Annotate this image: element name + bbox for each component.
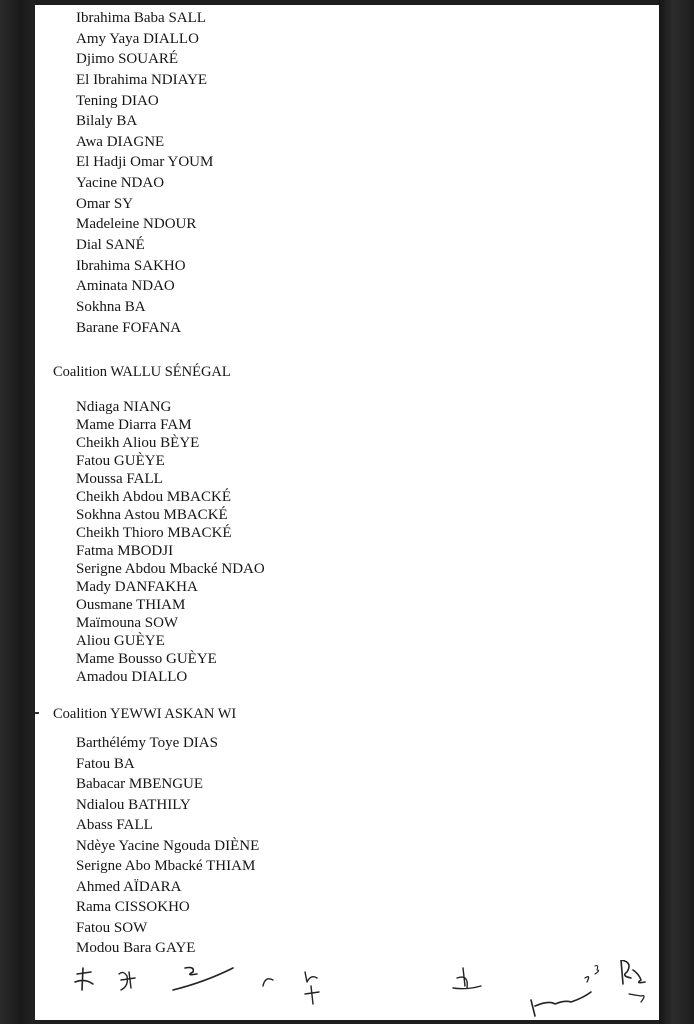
list-item: Barthélémy Toye DIAS xyxy=(76,735,218,751)
margin-mark xyxy=(35,712,39,714)
list-item: Mame Diarra FAM xyxy=(76,417,192,433)
list-item: Sokhna BA xyxy=(76,299,146,315)
list-item: Madeleine NDOUR xyxy=(76,216,197,232)
list-item: Ahmed AÏDARA xyxy=(76,879,182,895)
list-item: Amy Yaya DIALLO xyxy=(76,31,199,47)
list-item: Ibrahima Baba SALL xyxy=(76,10,206,26)
list-item: Babacar MBENGUE xyxy=(76,776,204,792)
list-item: Maïmouna SOW xyxy=(76,615,179,631)
list-item: Awa DIAGNE xyxy=(76,134,165,150)
list-item: Fatou SOW xyxy=(76,920,148,936)
list-item: Yacine NDAO xyxy=(76,175,165,191)
list-item: Fatou GUÈYE xyxy=(76,453,165,469)
list-item: Serigne Abdou Mbacké NDAO xyxy=(76,561,265,577)
section-heading-yewwi: Coalition YEWWI ASKAN WI xyxy=(53,706,237,722)
list-item: Ibrahima SAKHO xyxy=(76,258,186,274)
list-item: El Hadji Omar YOUM xyxy=(76,154,214,170)
list-item: Fatou BA xyxy=(76,756,135,772)
list-item: Tening DIAO xyxy=(76,93,159,109)
list-item: Amadou DIALLO xyxy=(76,669,188,685)
list-item: Mame Bousso GUÈYE xyxy=(76,651,217,667)
list-item: Mady DANFAKHA xyxy=(76,579,198,595)
scan-border-right xyxy=(659,0,694,1024)
list-item: Barane FOFANA xyxy=(76,320,182,336)
list-item: Fatma MBODJI xyxy=(76,543,174,559)
list-item: Abass FALL xyxy=(76,817,153,833)
list-item: Serigne Abo Mbacké THIAM xyxy=(76,858,256,874)
list-item: Ndialou BATHILY xyxy=(76,797,191,813)
list-item: Cheikh Thioro MBACKÉ xyxy=(76,525,232,541)
document-page xyxy=(35,5,659,1020)
list-item: Aminata NDAO xyxy=(76,278,175,294)
list-item: Rama CISSOKHO xyxy=(76,899,190,915)
list-item: Ndèye Yacine Ngouda DIÈNE xyxy=(76,838,260,854)
list-item: Modou Bara GAYE xyxy=(76,940,196,956)
list-item: Omar SY xyxy=(76,196,134,212)
handwritten-initials-drawing xyxy=(35,960,659,1020)
signature-row xyxy=(35,960,659,1020)
scan-border-left xyxy=(0,0,35,1024)
list-item: Ndiaga NIANG xyxy=(76,399,172,415)
list-item: Bilaly BA xyxy=(76,113,138,129)
list-item: Dial SANÉ xyxy=(76,237,145,253)
section-heading-wallu: Coalition WALLU SÉNÉGAL xyxy=(53,364,231,380)
list-item: Sokhna Astou MBACKÉ xyxy=(76,507,228,523)
list-item: Cheikh Aliou BÈYE xyxy=(76,435,200,451)
list-item: Ousmane THIAM xyxy=(76,597,186,613)
list-item: Aliou GUÈYE xyxy=(76,633,165,649)
list-item: Moussa FALL xyxy=(76,471,163,487)
list-item: Djimo SOUARÉ xyxy=(76,51,179,67)
list-item: Cheikh Abdou MBACKÉ xyxy=(76,489,232,505)
list-item: El Ibrahima NDIAYE xyxy=(76,72,208,88)
